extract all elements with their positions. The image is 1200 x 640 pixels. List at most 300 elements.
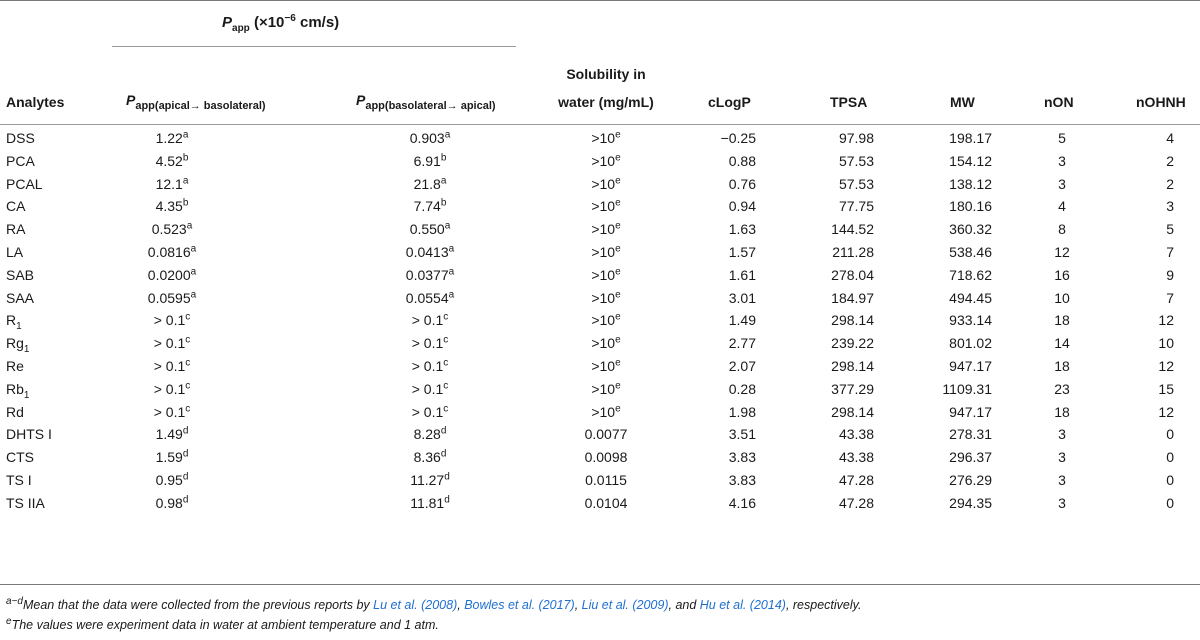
cell-nohnh: 5 [1166,221,1174,238]
cell-papp-ba [360,241,500,263]
cell-analyte [6,355,24,377]
analyte-name: Rg [6,335,24,352]
analyte-name: CA [6,198,26,215]
cell-papp-ab [112,218,232,240]
cell-non: 3 [1058,472,1066,488]
solubility-value: 0.0098 [584,449,628,466]
cell-analyte [6,287,34,309]
cell-papp-ab [112,492,232,514]
cell-tpsa: 377.29 [831,380,874,397]
solubility-value: >10 [591,175,616,192]
solubility-footnote: e [615,174,621,186]
papp-ba-value: 11.27 [410,472,445,488]
solubility-footnote: e [615,380,621,392]
cell-clogp: 4.16 [728,494,756,511]
cell-solubility [556,287,656,309]
analyte-name: PCA [6,152,35,169]
cell-nohnh: 7 [1166,244,1174,260]
table-row [0,241,1200,263]
papp-ab-footnote: d [182,471,189,483]
cell-non: 18 [1054,403,1070,420]
cell-analyte [6,309,22,331]
papp-ab-value: 0.0200 [147,266,191,283]
papp-ba-footnote: a [444,129,451,141]
footnote-sep: , and [668,598,700,612]
papp-ba-value: 0.0377 [405,266,449,283]
cell-papp-ab [112,378,232,400]
header-analytes: Analytes [6,94,65,110]
cell-nohnh: 0 [1166,426,1174,443]
analyte-name: RA [6,221,26,238]
cell-mw: 933.14 [949,312,992,329]
header-papp-ba-sub: app(basolateral→ apical) [365,99,496,112]
cell-clogp: 1.61 [728,266,756,283]
cell-nohnh: 9 [1166,266,1174,283]
cell-solubility [556,469,656,491]
cell-clogp: 2.77 [728,335,756,352]
table-row [0,423,1200,445]
cell-analyte [6,378,29,400]
analyte-name: Rb [6,380,24,397]
papp-ab-footnote: c [185,380,191,392]
papp-ab-footnote: c [185,311,191,323]
table-row [0,401,1200,423]
cell-mw: 718.62 [949,266,992,283]
cell-papp-ab [112,173,232,195]
papp-ab-value: 0.95 [155,472,183,488]
papp-ba-footnote: c [443,357,449,369]
table-row [0,309,1200,331]
cell-solubility [556,264,656,286]
cell-tpsa: 97.98 [838,130,874,146]
cell-clogp: 0.94 [728,198,756,215]
cell-tpsa: 298.14 [831,312,874,329]
cell-clogp: 1.98 [728,403,756,420]
cell-tpsa: 211.28 [832,244,874,260]
cell-analyte [6,469,32,491]
solubility-footnote: e [615,243,621,255]
header-papp-ab-symbol: P [126,92,136,108]
papp-ba-footnote: d [440,425,447,437]
cell-nohnh: 10 [1158,335,1174,352]
analyte-name: LA [6,244,24,260]
cell-solubility [556,355,656,377]
papp-ba-value: > 0.1 [411,380,444,397]
cell-nohnh: 12 [1158,358,1174,374]
cell-non: 10 [1054,289,1070,306]
header-papp-ab-sub: app(apical→ basolateral) [135,99,266,112]
cell-non: 18 [1054,312,1070,329]
solubility-value: >10 [591,289,616,306]
cell-mw: 154.12 [949,152,992,169]
table-row [0,195,1200,217]
cell-nohnh: 0 [1166,449,1174,466]
cell-mw: 138.12 [949,175,992,192]
cell-tpsa: 43.38 [838,426,874,443]
cell-solubility [556,401,656,423]
papp-ba-footnote: a [444,220,451,232]
cell-analyte [6,401,24,423]
cell-solubility [556,446,656,468]
solubility-value: >10 [591,380,616,397]
cell-analyte [6,264,34,286]
cell-analyte [6,241,23,263]
table-row [0,355,1200,377]
ref-link-bowles-2017[interactable]: Bowles et al. (2017) [464,598,575,612]
papp-ab-value: 1.59 [155,449,183,466]
analyte-name: SAA [6,289,35,306]
cell-nohnh: 2 [1166,175,1174,192]
solubility-value: >10 [591,312,616,329]
cell-solubility [556,173,656,195]
cell-mw: 947.17 [949,403,992,420]
cell-clogp: 2.07 [728,358,756,374]
cell-tpsa: 239.22 [831,335,874,352]
papp-ab-footnote: a [186,220,193,232]
papp-ab-footnote: a [190,288,197,300]
cell-mw: 278.31 [949,426,992,443]
papp-ab-value: > 0.1 [153,380,186,397]
table-row [0,173,1200,195]
cell-tpsa: 47.28 [838,494,874,511]
table-row [0,150,1200,172]
analyte-subscript: 1 [16,321,22,333]
cell-papp-ba [360,332,500,354]
papp-ab-value: 12.1 [155,175,183,192]
papp-ba-footnote: d [440,448,447,460]
cell-tpsa: 184.97 [831,289,874,306]
cell-papp-ab [112,127,232,149]
table-row [0,469,1200,491]
cell-tpsa: 278.04 [831,266,874,283]
cell-analyte [6,423,52,445]
cell-papp-ab [112,332,232,354]
header-solubility [556,64,656,112]
papp-ab-value: 0.523 [151,221,187,238]
solubility-footnote: e [615,402,621,414]
cell-non: 3 [1058,494,1066,511]
cell-mw: 296.37 [949,449,992,466]
cell-tpsa: 298.14 [831,403,874,420]
cell-nohnh: 0 [1166,494,1174,511]
cell-tpsa: 57.53 [838,152,874,169]
cell-solubility [556,332,656,354]
papp-ab-footnote: d [182,494,189,506]
papp-ab-footnote: a [182,129,189,141]
cell-solubility [556,423,656,445]
papp-ab-value: > 0.1 [153,403,186,420]
solubility-value: 0.0077 [584,426,628,443]
papp-ab-value: 4.35 [155,198,183,215]
header-solubility-line1: Solubility in [566,66,646,82]
table-bottom-rule [0,584,1200,585]
papp-ba-footnote: d [444,494,450,506]
papp-unit: cm/s) [295,14,340,31]
cell-tpsa: 144.52 [831,221,874,238]
footnote-conditions [6,617,439,633]
papp-ba-footnote: c [443,334,449,346]
cell-papp-ab [112,150,232,172]
papp-subscript: app [232,23,250,34]
papp-unit-prefix: (×10 [249,14,285,31]
cell-analyte [6,173,43,195]
cell-non: 18 [1054,358,1070,374]
cell-papp-ab [112,401,232,423]
cell-papp-ba [360,378,500,400]
cell-tpsa: 77.75 [838,198,874,215]
cell-solubility [556,218,656,240]
cell-solubility [556,150,656,172]
papp-ba-footnote: a [448,266,455,278]
cell-mw: 801.02 [949,335,992,352]
papp-ba-footnote: b [440,152,447,164]
ref-link-lu-2008[interactable]: Lu et al. (2008) [373,598,458,612]
cell-papp-ba [360,173,500,195]
header-papp-ba [356,90,496,110]
footnote-sep: , [457,598,465,612]
papp-ba-footnote: c [443,380,449,392]
papp-ab-footnote: a [182,174,189,186]
cell-analyte [6,492,45,514]
papp-ab-footnote: c [185,357,191,369]
cell-papp-ba [360,264,500,286]
cell-analyte [6,332,29,354]
cell-papp-ba [360,218,500,240]
cell-papp-ba [360,423,500,445]
cell-non: 3 [1058,426,1066,443]
cell-papp-ab [112,423,232,445]
cell-papp-ab [112,355,232,377]
cell-papp-ba [360,309,500,331]
papp-ab-footnote: c [185,402,191,414]
papp-ba-footnote: d [444,471,450,483]
analyte-name: PCAL [6,175,43,192]
table-top-rule [0,0,1200,31]
cell-tpsa: 43.38 [838,449,874,466]
cell-clogp: 1.63 [728,221,756,238]
analyte-subscript: 1 [23,389,30,401]
papp-ba-value: 7.74 [413,198,441,215]
papp-ab-value: 0.0595 [147,289,191,306]
solubility-footnote: e [615,197,621,209]
cell-analyte [6,218,25,240]
papp-ab-value: 1.49 [155,426,183,443]
ref-link-hu-2014[interactable]: Hu et al. (2014) [699,598,786,612]
cell-papp-ba [360,401,500,423]
cell-analyte [6,446,34,468]
papp-symbol: P [222,14,233,31]
cell-mw: 198.17 [949,130,992,146]
analyte-subscript: 1 [23,343,30,355]
papp-ab-footnote: d [182,448,189,460]
papp-ba-footnote: a [448,288,455,300]
cell-papp-ba [360,287,500,309]
papp-ab-footnote: b [182,197,189,209]
solubility-value: >10 [591,403,616,420]
analyte-name: TS IIA [6,494,45,511]
cell-nohnh: 4 [1166,130,1174,146]
cell-clogp: 1.49 [728,312,756,329]
footnote-conditions-marker: e [6,615,12,627]
papp-ba-footnote: c [443,402,449,414]
solubility-value: >10 [591,198,616,215]
cell-clogp: 0.76 [728,175,756,192]
papp-ab-value: 0.0816 [147,244,191,260]
papp-ba-footnote: b [440,197,447,209]
cell-papp-ba [360,492,500,514]
table-row [0,492,1200,514]
cell-nohnh: 3 [1166,198,1174,215]
header-clogp: cLogP [708,94,751,110]
papp-ba-value: 11.81 [410,494,445,511]
cell-non: 16 [1054,266,1070,283]
solubility-value: >10 [591,266,616,283]
cell-nohnh: 12 [1158,312,1174,329]
cell-non: 3 [1058,152,1066,169]
cell-non: 3 [1058,175,1066,192]
papp-ba-value: > 0.1 [411,312,444,329]
cell-non: 5 [1058,130,1066,146]
papp-ba-value: 8.28 [413,426,441,443]
cell-papp-ba [360,150,500,172]
header-rule [0,124,1200,125]
cell-papp-ab [112,264,232,286]
cell-clogp: −0.25 [720,130,756,146]
solubility-value: 0.0104 [584,494,628,511]
papp-group-rule [112,46,516,47]
cell-papp-ab [112,287,232,309]
solubility-value: >10 [591,152,616,169]
solubility-value: >10 [591,221,616,238]
footnote-sources-text: Mean that the data were collected from the previous reports by [22,598,374,612]
solubility-footnote: e [615,334,621,346]
analyte-name: R [6,312,17,329]
papp-ba-value: > 0.1 [411,358,444,374]
solubility-footnote: e [615,152,621,164]
cell-nohnh: 0 [1166,472,1174,488]
cell-analyte [6,150,35,172]
papp-ba-value: 0.550 [409,221,445,238]
papp-ba-value: 0.0554 [405,289,449,306]
cell-non: 12 [1054,244,1070,260]
cell-clogp: 0.28 [728,380,756,397]
table-row [0,378,1200,400]
papp-group-title [222,13,340,34]
footnote-sources [6,597,861,613]
papp-ba-footnote: a [440,174,447,186]
cell-clogp: 3.01 [728,289,756,306]
papp-ab-footnote: b [182,152,189,164]
papp-ab-footnote: a [190,243,197,255]
papp-ba-value: 8.36 [413,449,441,466]
solubility-value: >10 [591,335,616,352]
papp-ba-value: 6.91 [413,152,441,169]
solubility-value: >10 [591,358,616,374]
analyte-name: DSS [6,130,35,146]
cell-papp-ab [112,446,232,468]
cell-mw: 360.32 [949,221,992,238]
papp-ab-footnote: d [182,425,189,437]
solubility-footnote: e [615,288,621,300]
cell-nohnh: 7 [1166,289,1174,306]
cell-mw: 180.16 [949,198,992,215]
cell-nohnh: 2 [1166,152,1174,169]
table-row [0,446,1200,468]
papp-ab-footnote: c [185,334,191,346]
cell-clogp: 0.88 [728,152,756,169]
header-mw: MW [950,94,975,110]
cell-mw: 276.29 [949,472,992,488]
cell-papp-ab [112,195,232,217]
solubility-footnote: e [615,129,621,141]
footnote-sep: , [574,598,582,612]
cell-clogp: 3.83 [728,449,756,466]
papp-ab-value: 1.22 [155,130,183,146]
table-row [0,264,1200,286]
papp-ba-value: 21.8 [413,175,441,192]
papp-ba-value: > 0.1 [411,403,444,420]
cell-papp-ab [112,309,232,331]
table-row [0,127,1200,149]
cell-non: 14 [1054,335,1070,352]
analyte-name: SAB [6,266,35,283]
papp-ab-value: 4.52 [155,152,183,169]
cell-mw: 538.46 [949,244,992,260]
papp-ab-value: > 0.1 [153,335,186,352]
solubility-footnote: e [615,311,621,323]
cell-clogp: 1.57 [728,244,756,260]
header-tpsa: TPSA [830,94,868,110]
papp-exponent: −6 [284,13,296,24]
cell-solubility [556,309,656,331]
header-nohnh: nOHNH [1136,94,1186,110]
cell-mw: 494.45 [949,289,992,306]
papp-ba-footnote: c [443,311,449,323]
ref-link-liu-2009[interactable]: Liu et al. (2009) [581,598,669,612]
cell-analyte [6,127,35,149]
cell-non: 3 [1058,449,1066,466]
cell-solubility [556,492,656,514]
cell-non: 8 [1058,221,1066,238]
cell-mw: 947.17 [949,358,992,374]
solubility-value: 0.0115 [585,472,627,488]
cell-solubility [556,241,656,263]
cell-papp-ab [112,241,232,263]
papp-ab-footnote: a [190,266,197,278]
papp-ba-value: > 0.1 [411,335,444,352]
cell-papp-ba [360,127,500,149]
papp-ba-value: 0.0413 [405,244,449,260]
footnote-end: , respectively. [785,598,862,612]
analyte-name: Rd [6,403,24,420]
cell-papp-ba [360,446,500,468]
solubility-footnote: e [615,266,621,278]
papp-ab-value: > 0.1 [153,358,186,374]
table-row [0,332,1200,354]
cell-tpsa: 57.53 [838,175,874,192]
analyte-name: DHTS I [6,426,52,443]
cell-mw: 294.35 [949,494,992,511]
cell-tpsa: 298.14 [831,358,874,374]
cell-analyte [6,195,25,217]
footnote-sources-marker: a−d [6,595,23,607]
solubility-value: >10 [591,244,616,260]
column-headers [0,60,1200,124]
header-papp-ba-symbol: P [356,92,366,108]
table-row [0,218,1200,240]
analyte-name: Re [6,358,24,374]
cell-solubility [556,195,656,217]
